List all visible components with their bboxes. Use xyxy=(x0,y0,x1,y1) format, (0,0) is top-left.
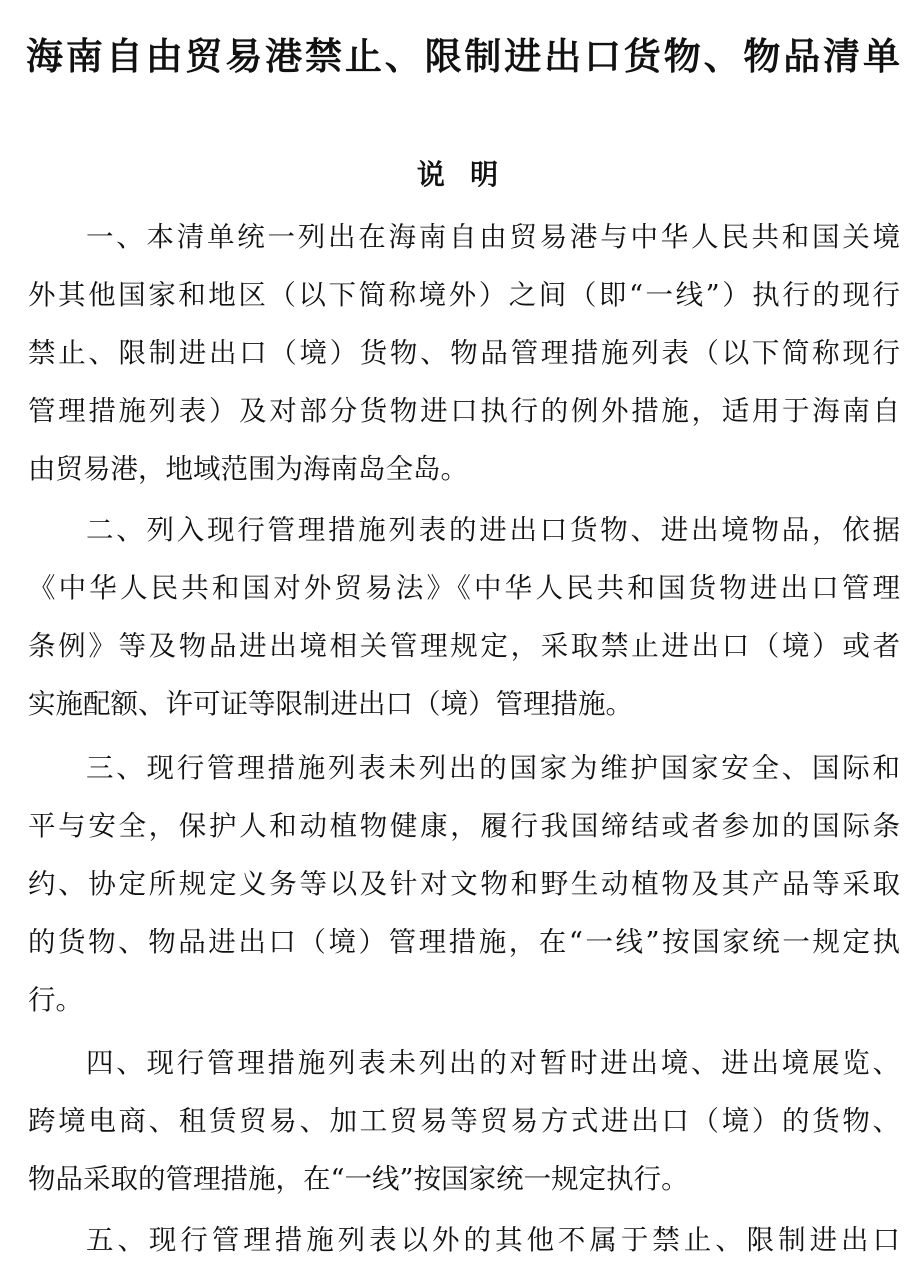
text-line: 五、现行管理措施列表以外的其他不属于禁止、限制进出口 xyxy=(86,1224,900,1256)
text-line: 平与安全，保护人和动植物健康，履行我国缔结或者参加的国际条 xyxy=(28,810,900,842)
text-line: 的货物、物品进出口（境）管理措施，在“一线”按国家统一规定执 xyxy=(28,926,900,958)
text-line: 外其他国家和地区（以下简称境外）之间（即“一线”）执行的现行 xyxy=(28,279,900,311)
text-line: 一、本清单统一列出在海南自由贸易港与中华人民共和国关境 xyxy=(86,221,900,253)
section-heading: 说明 xyxy=(416,158,524,191)
text-line: 管理措施列表）及对部分货物进口执行的例外措施，适用于海南自 xyxy=(28,395,900,427)
text-line: 行。 xyxy=(28,984,83,1016)
text-line: 由贸易港，地域范围为海南岛全岛。 xyxy=(28,453,468,485)
text-line: 禁止、限制进出口（境）货物、物品管理措施列表（以下简称现行 xyxy=(28,337,900,369)
text-line: 三、现行管理措施列表未列出的国家为维护国家安全、国际和 xyxy=(86,752,900,784)
text-line: 跨境电商、租赁贸易、加工贸易等贸易方式进出口（境）的货物、 xyxy=(28,1105,900,1137)
document-title: 海南自由贸易港禁止、限制进出口货物、物品清单 xyxy=(26,34,900,78)
text-line: 二、列入现行管理措施列表的进出口货物、进出境物品，依据 xyxy=(86,514,900,546)
text-line: 物品采取的管理措施，在“一线”按国家统一规定执行。 xyxy=(28,1163,689,1195)
text-line: 约、协定所规定义务等以及针对文物和野生动植物及其产品等采取 xyxy=(28,868,900,900)
text-line: 实施配额、许可证等限制进出口（境）管理措施。 xyxy=(28,688,633,720)
text-line: 四、现行管理措施列表未列出的对暂时进出境、进出境展览、 xyxy=(86,1047,900,1079)
text-line: 条例》等及物品进出境相关管理规定，采取禁止进出口（境）或者 xyxy=(28,630,900,662)
text-line: 《中华人民共和国对外贸易法》《中华人民共和国货物进出口管理 xyxy=(28,572,900,604)
